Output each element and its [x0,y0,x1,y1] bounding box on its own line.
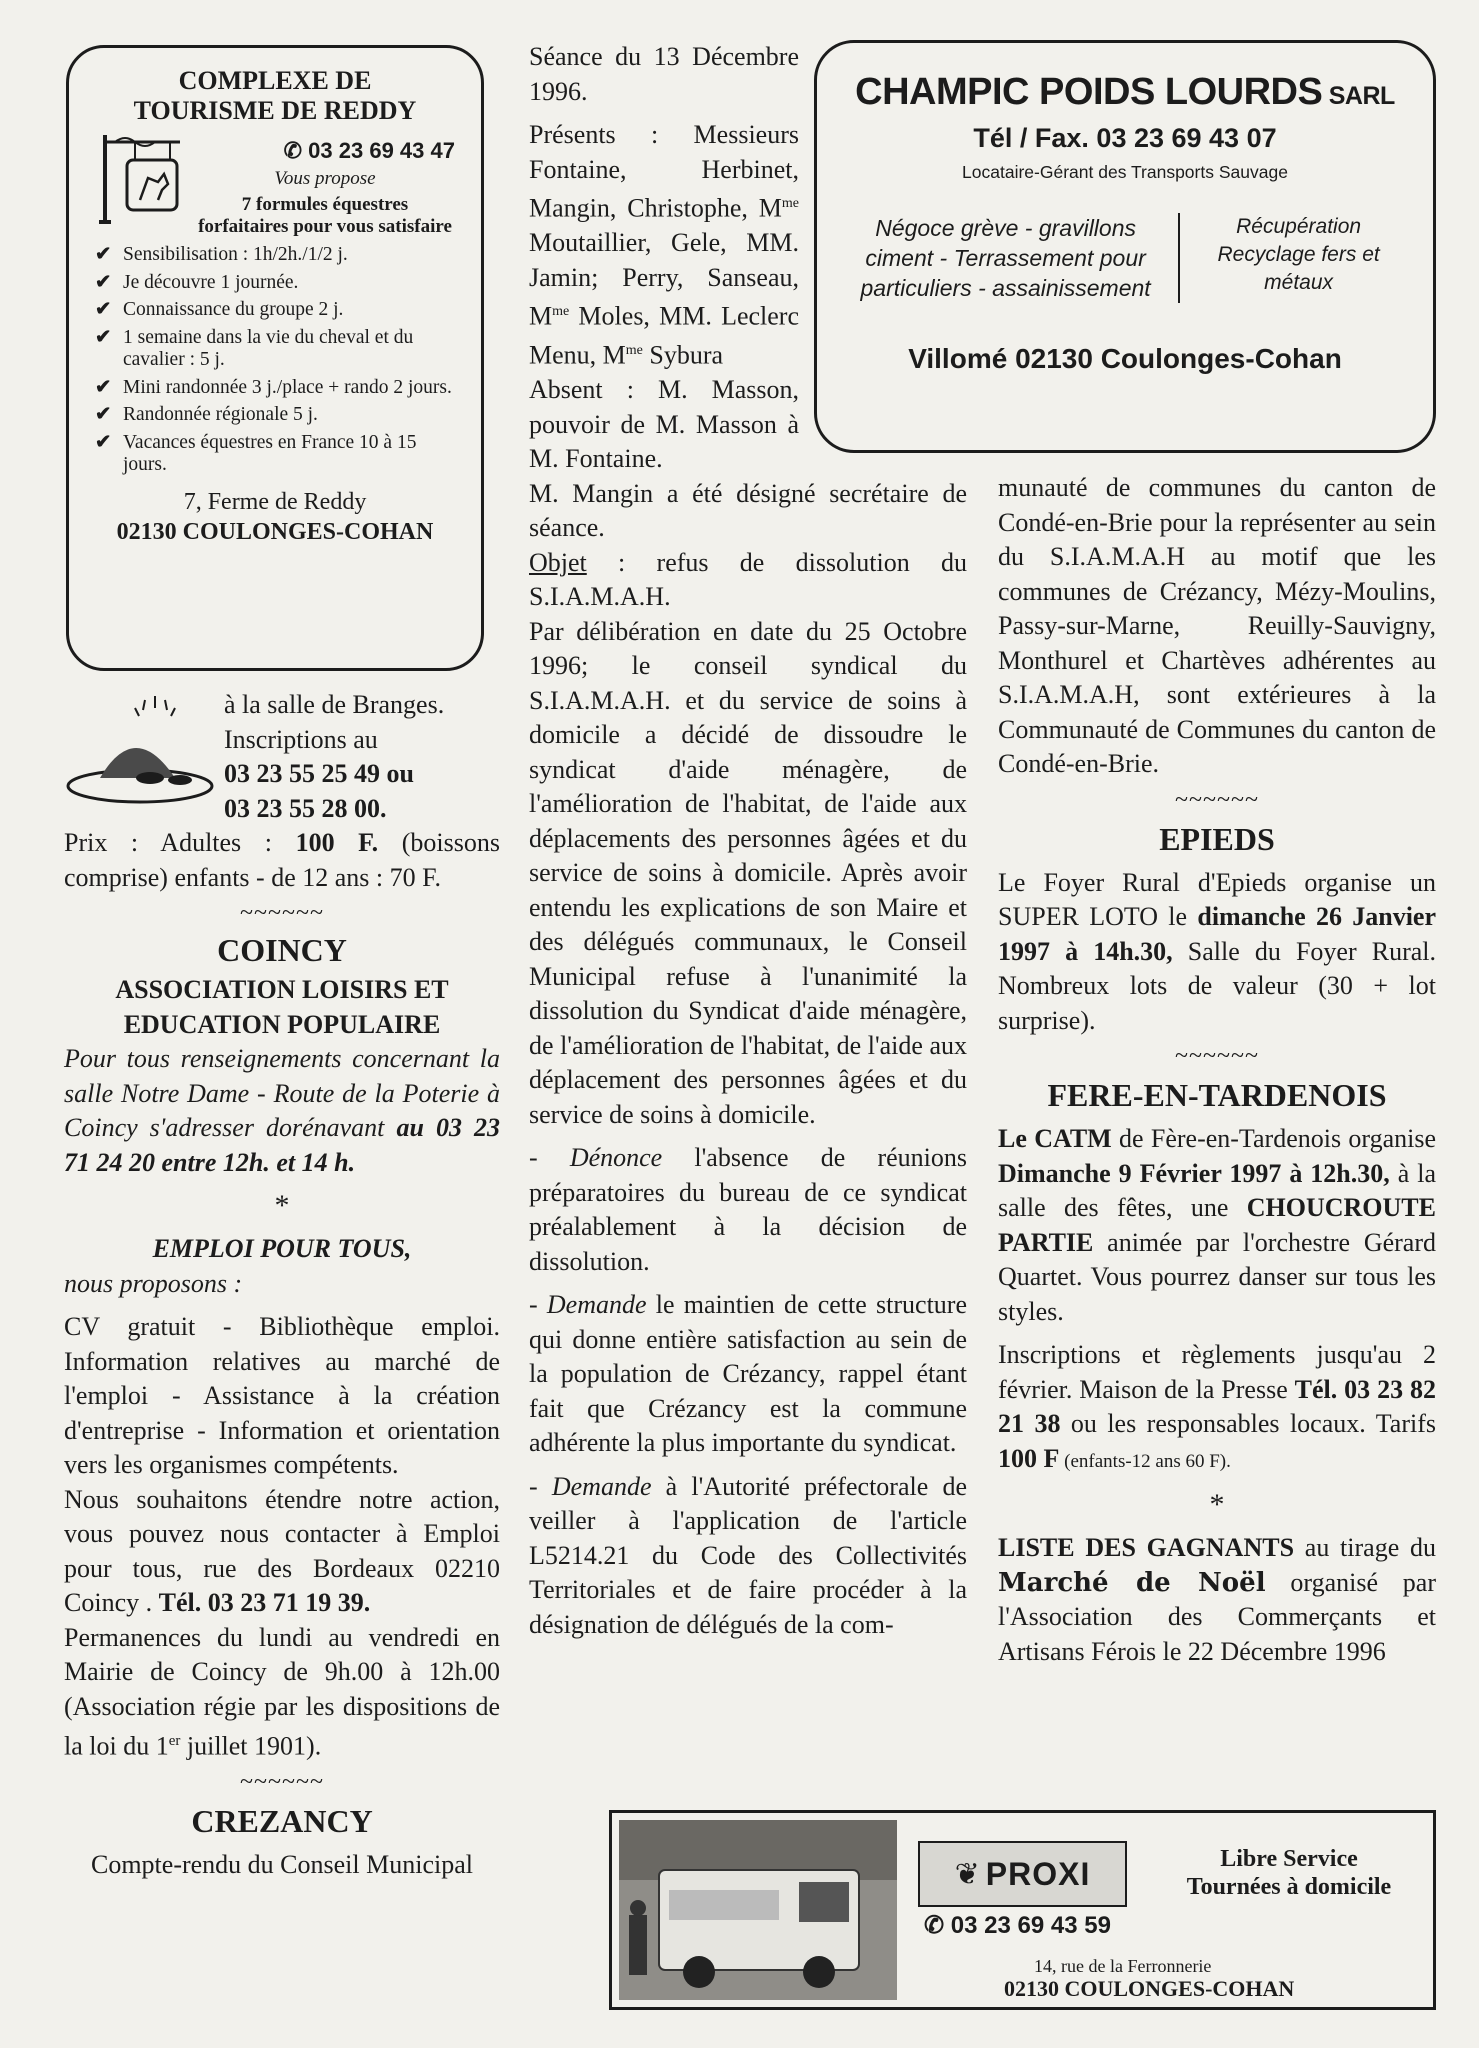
van-icon [619,1820,897,2000]
champic-tel: Tél / Fax. 03 23 69 43 07 [973,123,1277,153]
column-3 [998,471,1436,1669]
munaute-text: munauté de communes du canton de Condé-en-Brie pour la représenter au sein du S.I.A.M.A.H au motif que les communes de Crézancy, Mézy-Moulins, Passy-sur-Marne, Reuilly-Sauvigny, Monthurel et Chartèves adhérentes au S.I.A.M.A.H, sont extérieures à la Communauté de Communes du canton de Condé-en-Brie. [998,473,1436,778]
check-icon: ✔ [95,404,112,425]
proxi-phone: ✆ 03 23 69 43 59 [924,1912,1111,1939]
coincy-heading: COINCY [217,932,347,968]
phone-line-1: 03 23 55 25 49 ou [224,759,414,788]
complexe-phone: ✆ 03 23 69 43 47 [283,138,455,163]
complexe-list [95,244,455,477]
absent-text: Absent : M. Masson, pouvoir de M. Masson à M. Fontaine. [529,375,799,474]
inscriptions-line: Inscriptions au [224,724,378,754]
column-1 [64,688,500,1883]
salle-line: à la salle de Branges. [224,690,445,719]
delivery-van-photo [619,1820,897,2000]
secretaire-text: M. Mangin a été désigné secrétaire de séance. [529,478,967,543]
epieds-text: Le Foyer Rural d'Epieds organise un SUPER LOTO le dimanche 26 Janvier 1997 à 14h.30, Salle du Foyer Rural. Nombreux lots de valeur (30 + lot surprise). [998,867,1437,1035]
horse-sign-icon [95,130,185,225]
assoc-title-2: EDUCATION POPULAIRE [123,1009,441,1039]
demande-1-text: - Demande le maintien de cette structure qui donne entière satisfaction au sein de la population de Crézancy, rappel étant fait que Crézancy est la commune adhérente la plus importante du syndicat. [529,1290,967,1458]
separator: ~~~~~~ [1175,1043,1259,1069]
champic-locataire: Locataire-Gérant des Transports Sauvage [962,162,1288,182]
catm-text: Le CATM de Fère-en-Tardenois organise Dimanche 9 Février 1997 à 12h.30, à la salle des fêtes, une CHOUCROUTE PARTIE animée par l'orchestre Gérard Quartet. Vous pourrez danser sur tous les styles. [998,1124,1436,1326]
check-icon: ✔ [95,326,112,348]
proxi-city: 02130 COULONGES-COHAN [1004,1976,1295,2001]
emploi-paragraph-3: Permanences du lundi au vendredi en Mairie de Coincy de 9h.00 à 12h.00 (Association régie par les dispositions de la loi du 1er juillet 1901). [64,1622,500,1761]
separator: ~~~~~~ [240,900,324,926]
leaf-icon: ❦ [954,1857,980,1891]
check-icon: ✔ [95,244,112,265]
renseignements-text: Pour tous renseignements concernant la salle Notre Dame - Route de la Poterie à Coincy s'adresser dorénavant au 03 23 71 24 20 entre 12h. et 14 h. [64,1044,500,1177]
compte-rendu-line: Compte-rendu du Conseil Municipal [90,1850,473,1880]
list-item: ✔ Connaissance du groupe 2 j. [95,299,344,320]
proxi-logo: ❦ PROXI [918,1841,1127,1907]
liste-gagnants-text: LISTE DES GAGNANTS au tirage du Marché de Noël organisé par l'Association des Commerçants et Artisans Férois le 22 Décembre 1996 [998,1533,1437,1666]
epieds-heading: EPIEDS [1159,820,1275,857]
objet-text: Objet : refus de dissolution du S.I.A.M.A.H. [529,547,967,612]
check-icon: ✔ [95,376,112,398]
demande-2-text: - Demande à l'Autorité préfectorale de veiller à l'application de l'article L5214.21 du Code des Collectivités Territoriales et de faire procéder à la désignation de délégués de la com- [529,1471,967,1639]
champic-services-left: Négoce grève - gravillons ciment - Terrassement pour particuliers - assainissement [843,213,1180,303]
seance-line: Séance du 13 Décembre 1996. [529,42,799,106]
proxi-services: Libre Service Tournées à domicile [1186,1846,1392,1900]
proxi-street: 14, rue de la Ferronnerie [1034,1956,1212,1976]
proxi-ad [609,1810,1436,2010]
champic-name: CHAMPIC POIDS LOURDS SARL [855,71,1395,113]
prix-text: Prix : Adultes : 100 F. (boissons comprise) enfants - de 12 ans : 70 F. [64,828,500,892]
champic-address: Villomé 02130 Coulonges-Cohan [908,343,1342,374]
list-item: ✔ Vacances équestres en France 10 à 15 jours. [95,431,417,475]
emploi-paragraph-1: CV gratuit - Bibliothèque emploi. Information relatives au marché de l'emploi - Assistance à la création d'entreprise - Information et orientation vers les organismes compétents. [64,1312,500,1479]
list-item: ✔ Mini randonnée 3 j./place + rando 2 jours. [95,376,452,398]
emploi-title: EMPLOI POUR TOUS, [152,1234,412,1263]
denonce-text: - Dénonce l'absence de réunions préparatoires du bureau de ce syndicat préalablement à la décision de dissolution. [529,1143,967,1276]
inscriptions-text: Inscriptions et règlements jusqu'au 2 février. Maison de la Presse Tél. 03 23 82 21 38 ou les responsables locaux. Tarifs 100 F (enfants-12 ans 60 F). [998,1340,1437,1473]
assoc-title-1: ASSOCIATION LOISIRS ET [115,975,449,1004]
star-separator: * [1209,1488,1225,1521]
emploi-subtitle: nous proposons : [64,1268,243,1298]
champic-services-right: Récupération Recyclage fers et métaux [1217,215,1380,294]
complexe-propose: Vous propose [274,168,376,189]
list-item: ✔ Sensibilisation : 1h/2h./1/2 j. [95,244,348,265]
separator: ~~~~~~ [240,1769,324,1796]
separator: ~~~~~~ [1175,786,1259,813]
complexe-address-line1: 7, Ferme de Reddy [183,488,367,515]
check-icon: ✔ [95,299,112,320]
crezancy-heading: CREZANCY [191,1803,373,1840]
deliberation-text: Par délibération en date du 25 Octobre 1996; le conseil syndical du S.I.A.M.A.H. et du service de soins à domicile a décidé de dissoudre le syndicat d'aide ménagère, de l'amélioration de l'habitat, de l'aide aux déplacements des personnes âgées et du service de soins à domicile. Après avoir entendu les explications de son Maire et des délégués communaux, le Conseil Municipal refuse à l'unanimité la dissolution du Syndicat d'aide ménagère, de l'amélioration de l'habitat, de l'aide aux déplacement des personnes âgées et du service de soins à domicile. [529,616,967,1129]
presents-text: Présents : Messieurs Fontaine, Herbinet, Mangin, Christophe, $M^{me}$ Moutaillier, Gele, MM. Jamin; Perry, Sanseau, $M^{me}$ Moles, MM. Leclerc Menu, $M^{me}$ Sybura [529,120,799,370]
proxi-info [904,1813,1433,2007]
list-item: ✔ Randonnée régionale 5 j. [95,404,318,425]
list-item: ✔ Je découvre 1 journée. [95,271,299,293]
food-dish-icon [60,688,230,818]
check-icon: ✔ [95,271,112,293]
check-icon: ✔ [95,431,112,453]
complexe-address-line2: 02130 COULONGES-COHAN [116,518,434,545]
complexe-tourisme-ad [66,45,484,671]
emploi-paragraph-2: Nous souhaitons étendre notre action, vous pouvez nous contacter à Emploi pour tous, rue des Bordeaux 02210 Coincy . Tél. 03 23 71 19 39. [64,1484,500,1617]
star-separator: * [274,1189,290,1222]
fere-heading: FERE-EN-TARDENOIS [1047,1077,1387,1113]
list-item: ✔ 1 semaine dans la vie du cheval et du cavalier : 5 j. [95,326,414,370]
champic-ad [814,40,1436,453]
complexe-title-line1: COMPLEXE DE [178,66,372,95]
complexe-title-line2: TOURISME DE REDDY [133,96,417,125]
phone-line-2: 03 23 55 28 00. [224,793,387,823]
complexe-formules: 7 formules équestres forfaitaires pour vous satisfaire [198,194,452,237]
